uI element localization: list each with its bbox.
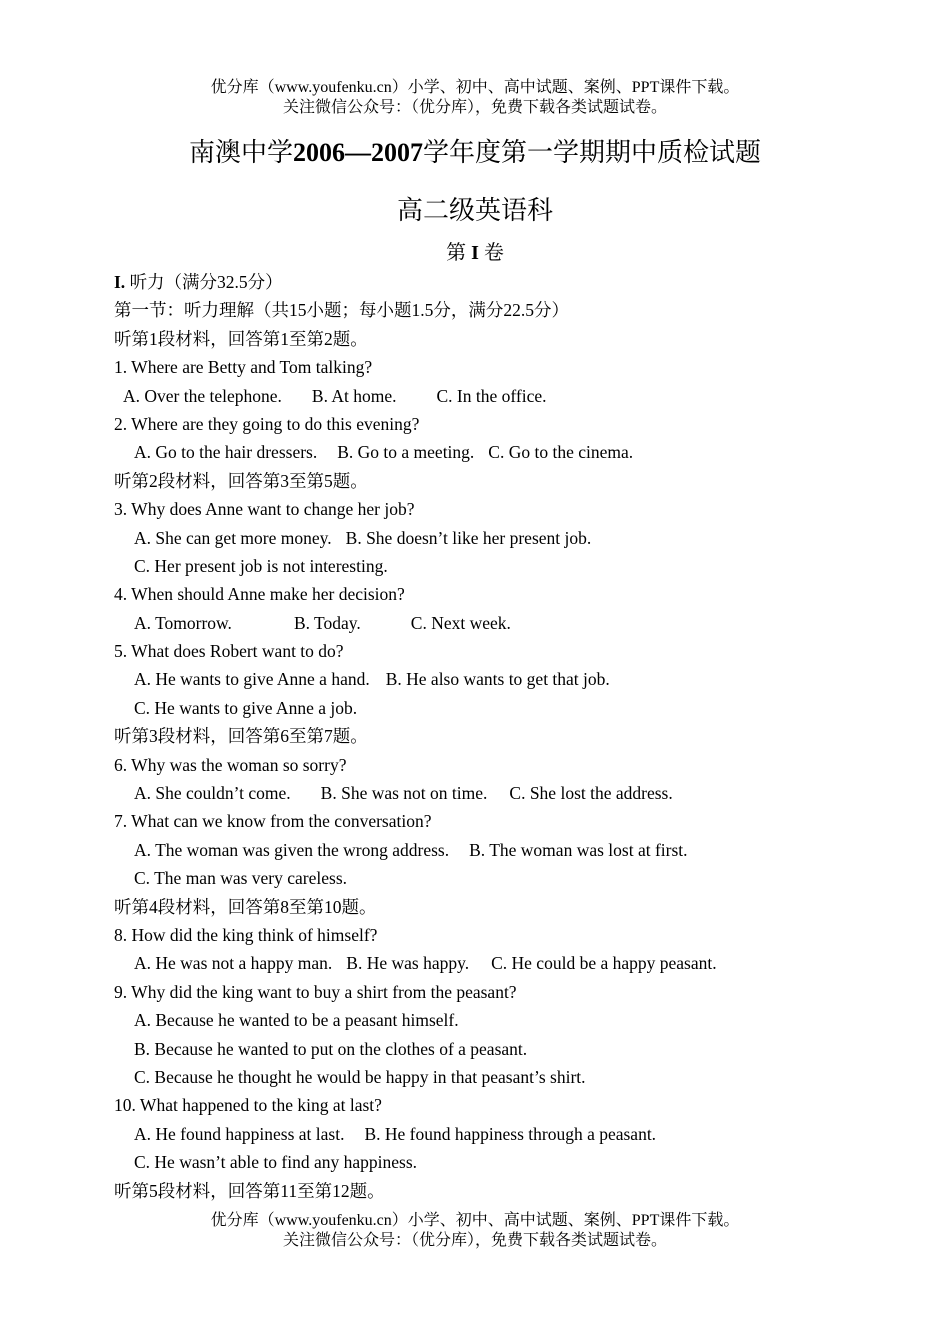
- option-a: A. Tomorrow.: [134, 612, 232, 633]
- option-a: A. She can get more money.: [134, 527, 332, 548]
- option-c: C. She lost the address.: [509, 783, 673, 804]
- banner-line-2: 关注微信公众号：（优分库），免费下载各类试题试卷。: [282, 1232, 667, 1249]
- title-school: 南澳中学: [188, 138, 293, 167]
- material-instruction-1: 听第1段材料，回答第1至第2题。: [114, 328, 368, 349]
- option-b: B. He was happy.: [346, 953, 470, 974]
- question-4-options: [114, 609, 894, 637]
- banner-line-2: 关注微信公众号：（优分库），免费下载各类试题试卷。: [282, 99, 667, 116]
- option-a: A. He wants to give Anne a hand.: [134, 669, 370, 690]
- option-a: A. Go to the hair dressers.: [134, 442, 318, 463]
- question-9-option-a: A. Because he wanted to be a peasant himself.: [134, 1010, 459, 1031]
- option-c: C. In the office.: [436, 385, 547, 406]
- question-1-options: [114, 382, 894, 410]
- option-c: C. He could be a happy peasant.: [491, 953, 717, 974]
- option-a: A. Over the telephone.: [123, 385, 282, 406]
- question-10-option-c: C. He wasn’t able to find any happiness.: [134, 1152, 418, 1173]
- option-b: B. At home.: [311, 385, 397, 406]
- option-c: C. Go to the cinema.: [488, 442, 634, 463]
- option-b: B. Go to a meeting.: [337, 442, 475, 463]
- option-a: A. The woman was given the wrong address.: [134, 839, 450, 860]
- question-10-options-ab: [114, 1120, 894, 1148]
- material-instruction-5: 听第5段材料，回答第11至第12题。: [114, 1180, 385, 1201]
- question-7-options-ab: [114, 836, 894, 864]
- question-7-option-c: C. The man was very careless.: [134, 868, 348, 889]
- question-1-stem: 1. Where are Betty and Tom talking?: [114, 357, 373, 378]
- question-10-stem: 10. What happened to the king at last?: [114, 1095, 382, 1116]
- banner-line-1: 优分库（www.youfenku.cn）小学、初中、高中试题、案例、PPT课件下载。: [210, 1212, 740, 1229]
- question-3-options-ab: [114, 524, 894, 552]
- question-2-stem: 2. Where are they going to do this evening?: [114, 413, 420, 434]
- question-4-stem: 4. When should Anne make her decision?: [114, 584, 405, 605]
- option-a: A. He was not a happy man.: [134, 953, 333, 974]
- section-number: I.: [114, 272, 126, 292]
- material-instruction-4: 听第4段材料，回答第8至第10题。: [114, 896, 377, 917]
- option-c: C. Next week.: [410, 612, 511, 633]
- option-b: B. He also wants to get that job.: [385, 669, 610, 690]
- volume-number: I: [471, 242, 479, 264]
- question-9-stem: 9. Why did the king want to buy a shirt from the peasant?: [114, 981, 517, 1002]
- volume-post: 卷: [483, 242, 504, 264]
- option-b: B. He found happiness through a peasant.: [364, 1123, 657, 1144]
- option-b: B. She doesn’t like her present job.: [345, 527, 592, 548]
- question-3-option-c: C. Her present job is not interesting.: [134, 555, 388, 576]
- part-heading: 第一节：听力理解（共15小题；每小题1.5分，满分22.5分）: [114, 300, 569, 321]
- exam-title: [0, 133, 950, 173]
- question-7-stem: 7. What can we know from the conversation?: [114, 811, 432, 832]
- exam-content: [114, 268, 894, 1205]
- title-years: 2006—2007: [293, 138, 423, 167]
- question-2-options: [114, 438, 894, 466]
- material-instruction-3: 听第3段材料，回答第6至第7题。: [114, 726, 368, 747]
- option-a: A. She couldn’t come.: [134, 783, 291, 804]
- bottom-banner: [0, 1211, 950, 1251]
- top-banner: [0, 78, 950, 118]
- question-5-stem: 5. What does Robert want to do?: [114, 641, 344, 662]
- question-8-options: [114, 949, 894, 977]
- question-6-stem: 6. Why was the woman so sorry?: [114, 754, 347, 775]
- section-title: 听力（满分32.5分）: [129, 272, 283, 292]
- question-5-options-ab: [114, 665, 894, 693]
- question-8-stem: 8. How did the king think of himself?: [114, 924, 378, 945]
- question-3-stem: 3. Why does Anne want to change her job?: [114, 499, 415, 520]
- question-6-options: [114, 779, 894, 807]
- volume-heading: [0, 240, 950, 266]
- volume-pre: 第: [446, 242, 467, 264]
- banner-line-1: 优分库（www.youfenku.cn）小学、初中、高中试题、案例、PPT课件下载。: [210, 79, 740, 96]
- title-term: 学年度第一学期期中质检试题: [423, 138, 762, 167]
- question-5-option-c: C. He wants to give Anne a job.: [134, 697, 358, 718]
- material-instruction-2: 听第2段材料，回答第3至第5题。: [114, 470, 368, 491]
- option-a: A. He found happiness at last.: [134, 1123, 345, 1144]
- question-9-option-c: C. Because he thought he would be happy in that peasant’s shirt.: [134, 1066, 586, 1087]
- option-b: B. Today.: [293, 612, 361, 633]
- option-b: B. The woman was lost at first.: [469, 839, 688, 860]
- option-b: B. She was not on time.: [320, 783, 488, 804]
- section-heading: [114, 268, 894, 296]
- exam-subtitle: 高二级英语科: [396, 196, 553, 225]
- question-9-option-b: B. Because he wanted to put on the clothes of a peasant.: [134, 1038, 528, 1059]
